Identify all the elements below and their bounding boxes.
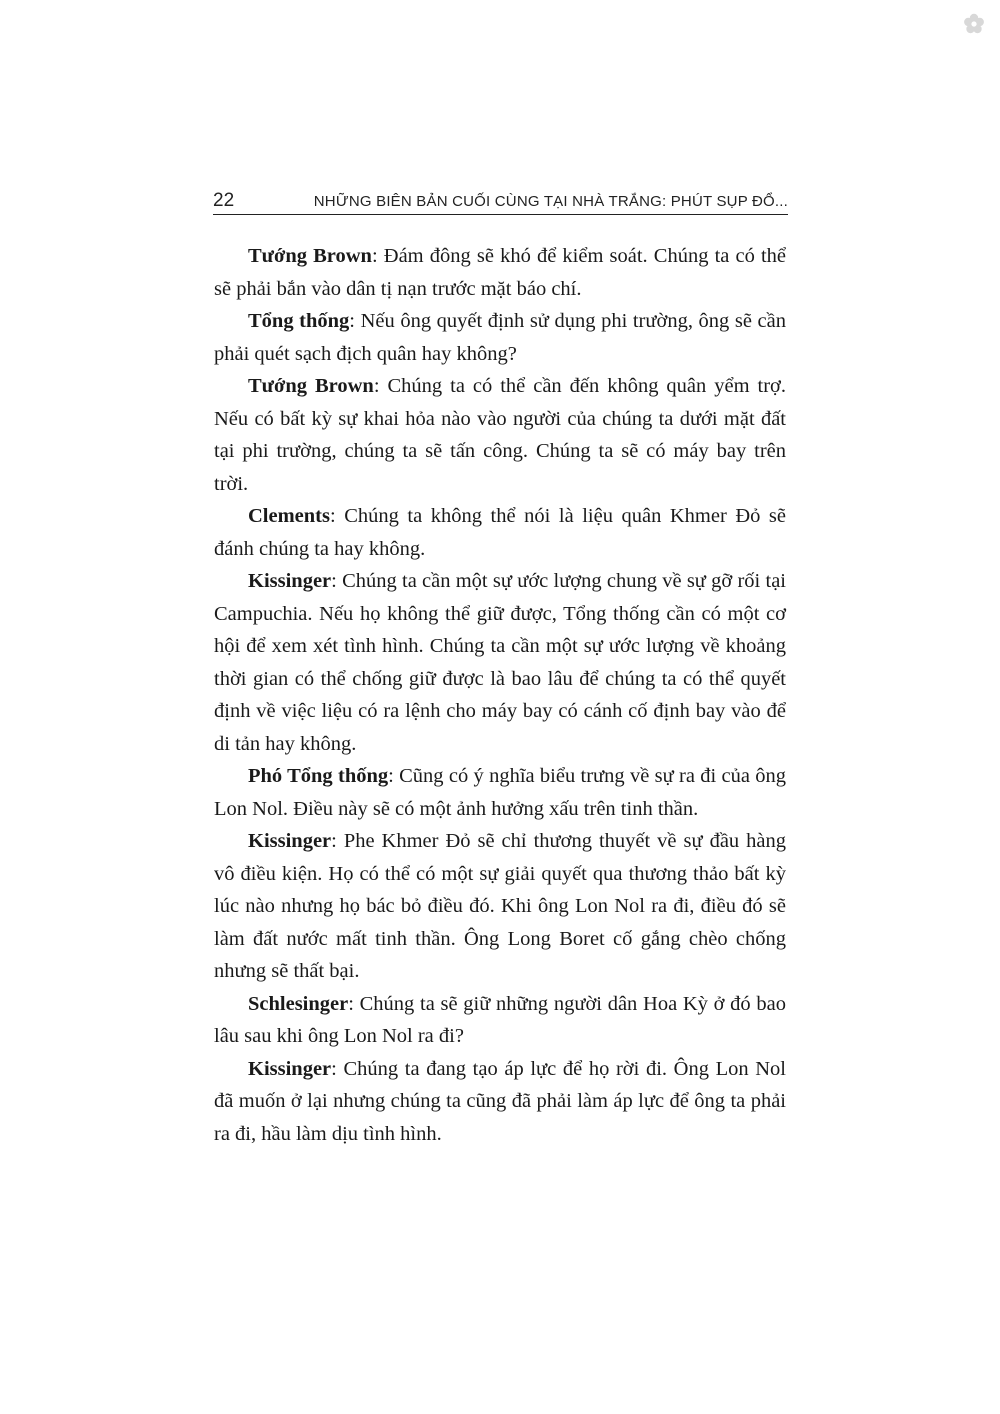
speaker-name: Tổng thống bbox=[248, 310, 350, 332]
dialogue-paragraph bbox=[214, 500, 786, 565]
dialogue-text: : Chúng ta sẽ giữ những người dân Hoa Kỳ ở đó bao lâu sau khi ông Lon Nol ra đi? bbox=[214, 992, 786, 1047]
speaker-name: Tướng Brown bbox=[248, 375, 374, 397]
speaker-name: Kissinger bbox=[248, 1057, 332, 1080]
dialogue-text: : Chúng ta cần một sự ước lượng chung về sự gỡ rối tại Campuchia. Nếu họ không thể giữ được, Tổng thống cần có một cơ hội để xem xét tình hình. Chúng ta cần một sự ước lượng về khoảng thời gian có thể chống giữ được là bao lâu để chúng ta có thể quyết định về việc liệu có ra lệnh cho máy bay có cánh cố định bay vào để di tản hay không. bbox=[214, 570, 786, 755]
dialogue-paragraph bbox=[214, 1053, 786, 1151]
dialogue-paragraph bbox=[214, 825, 786, 988]
speaker-name: Phó Tổng thống bbox=[248, 765, 389, 787]
dialogue-paragraph bbox=[214, 565, 786, 760]
flower-watermark-icon bbox=[962, 12, 986, 36]
speaker-name: Tướng Brown bbox=[248, 245, 372, 267]
dialogue-text: : Đám đông sẽ khó để kiểm soát. Chúng ta có thể sẽ phải bắn vào dân tị nạn trước mặt báo chí. bbox=[214, 245, 787, 300]
dialogue-paragraph bbox=[214, 760, 786, 825]
dialogue-paragraph bbox=[214, 370, 786, 500]
dialogue-text: : Cũng có ý nghĩa biểu trưng về sự ra đi của ông Lon Nol. Điều này sẽ có một ảnh hưởng xấu trên tinh thần. bbox=[214, 765, 786, 820]
speaker-name: Clements bbox=[248, 505, 330, 527]
speaker-name: Schlesinger bbox=[248, 992, 349, 1015]
page-number: 22 bbox=[213, 190, 235, 211]
dialogue-paragraph bbox=[214, 240, 786, 305]
running-header bbox=[213, 188, 788, 215]
speaker-name: Kissinger bbox=[248, 570, 332, 592]
dialogue-text: : Chúng ta có thể cần đến không quân yểm trợ. Nếu có bất kỳ sự khai hỏa nào vào người của chúng ta dưới mặt đất tại phi trường, chúng ta sẽ tấn công. Chúng ta sẽ có máy bay trên trời. bbox=[214, 375, 786, 495]
dialogue-text: : Phe Khmer Đỏ sẽ chỉ thương thuyết về sự đầu hàng vô điều kiện. Họ có thể có một sự giải quyết qua thương thảo bất kỳ lúc nào nhưng họ bác bỏ điều đó. Khi ông Lon Nol ra đi, điều đó sẽ làm đất nước mất tinh thần. Ông Long Boret cố gắng chèo chống nhưng sẽ thất bại. bbox=[214, 830, 786, 982]
running-title: NHỮNG BIÊN BẢN CUỐI CÙNG TẠI NHÀ TRẮNG: PHÚT SỤP ĐỔ... bbox=[313, 193, 788, 210]
body-text bbox=[214, 240, 786, 1150]
speaker-name: Kissinger bbox=[248, 830, 332, 852]
dialogue-text: : Chúng ta không thể nói là liệu quân Khmer Đỏ sẽ đánh chúng ta hay không. bbox=[214, 505, 786, 560]
dialogue-paragraph bbox=[214, 988, 786, 1053]
dialogue-text: : Chúng ta đang tạo áp lực để họ rời đi. Ông Lon Nol đã muốn ở lại nhưng chúng ta cũng đã phải làm áp lực để ông ta phải ra đi, hầu làm dịu tình hình. bbox=[214, 1057, 786, 1145]
dialogue-paragraph bbox=[214, 305, 786, 370]
dialogue-text: : Nếu ông quyết định sử dụng phi trường, ông sẽ cần phải quét sạch địch quân hay không? bbox=[214, 310, 786, 365]
